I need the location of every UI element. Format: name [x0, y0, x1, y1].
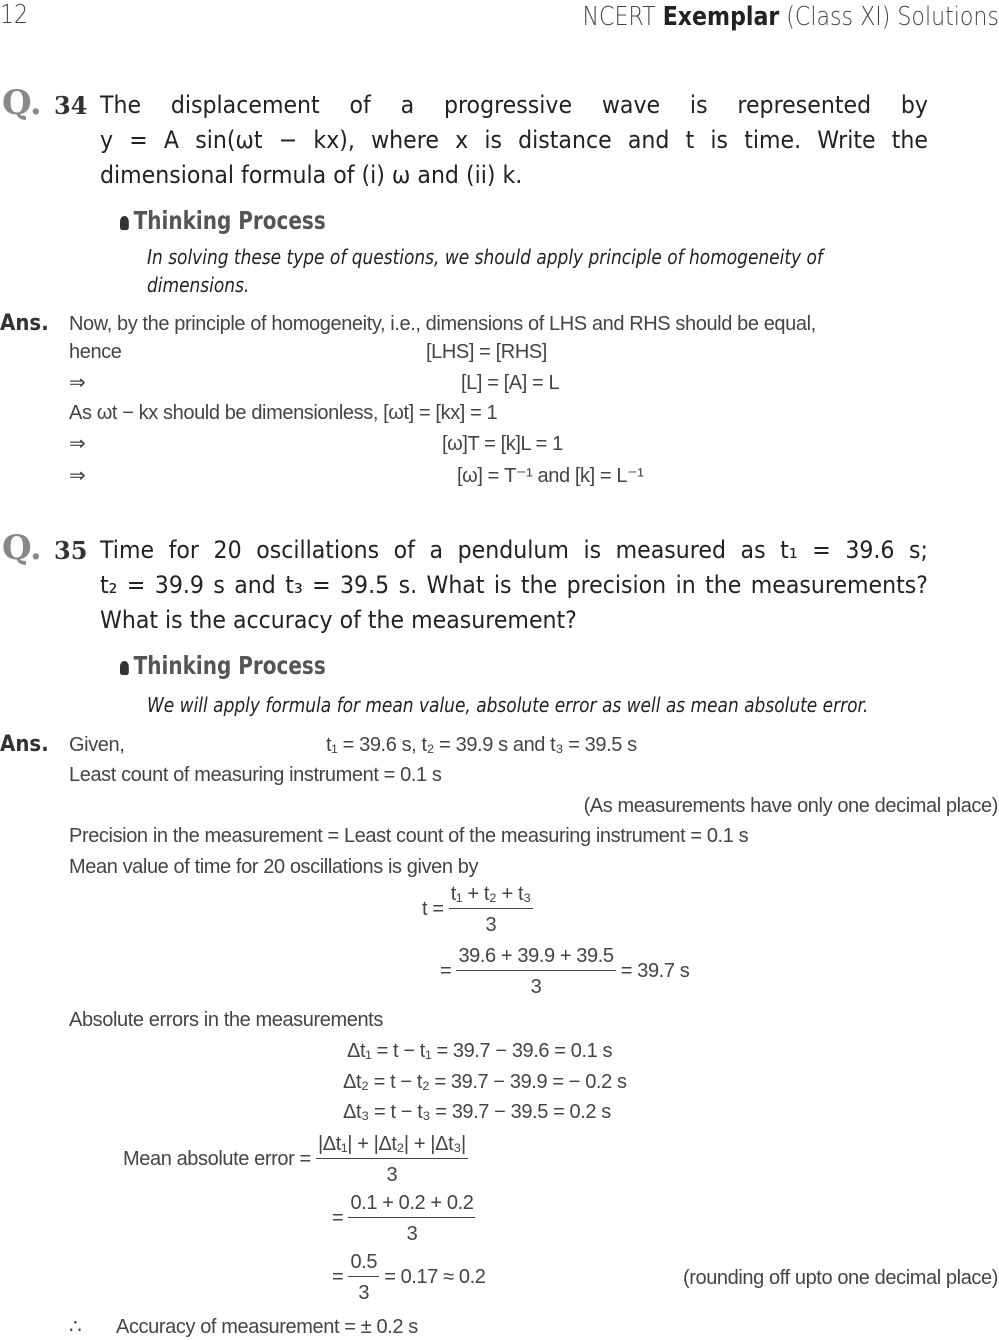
- thinking-text: In solving these type of questions, we should apply principle of homogeneity of: [147, 245, 823, 269]
- mean-formula: [422, 884, 533, 935]
- implies-icon: ⇒: [69, 465, 86, 487]
- bulb-icon: [120, 661, 129, 675]
- question-marker: Q.: [2, 83, 42, 123]
- lhs: Mean absolute error =: [123, 1147, 311, 1170]
- numerator: t₁ + t₂ + t₃: [449, 884, 533, 909]
- fraction: [316, 1134, 468, 1185]
- equals: =: [440, 959, 452, 982]
- answer-line: Now, by the principle of homogeneity, i.e., dimensions of LHS and RHS should be equal,: [69, 313, 816, 335]
- answer-label: Ans.: [0, 732, 49, 757]
- fraction: [348, 1252, 379, 1303]
- answer-line: Precision in the measurement = Least count of the measuring instrument = 0.1 s: [69, 825, 749, 847]
- question-line: Time for 20 oscillations of a pendulum is measured as t₁ = 39.6 s;: [100, 536, 928, 564]
- fraction: [456, 946, 615, 997]
- header-suffix: (Class XI) Solutions: [786, 2, 999, 32]
- numerator: 0.1 + 0.2 + 0.2: [348, 1193, 475, 1218]
- equation: Δt₃ = t − t₃ = 39.7 − 39.5 = 0.2 s: [343, 1101, 611, 1123]
- question-number: 35: [54, 536, 88, 565]
- note: (As measurements have only one decimal place): [583, 795, 998, 817]
- therefore-icon: ∴: [69, 1316, 82, 1338]
- numerator: |Δt₁| + |Δt₂| + |Δt₃|: [316, 1134, 468, 1159]
- page-number: 12: [0, 0, 29, 30]
- answer-line: Accuracy of measurement = ± 0.2 s: [116, 1316, 418, 1338]
- equation: Δt₂ = t − t₂ = 39.7 − 39.9 = − 0.2 s: [343, 1071, 627, 1093]
- question-line: The displacement of a progressive wave is represented by: [100, 91, 928, 119]
- equals: =: [332, 1265, 344, 1288]
- question-line: What is the accuracy of the measurement?: [100, 606, 577, 634]
- answer-line: Given,: [69, 734, 125, 756]
- thinking-process-heading: [120, 653, 326, 678]
- denominator: 3: [406, 1223, 418, 1245]
- implies-icon: ⇒: [69, 372, 86, 394]
- question-line: t₂ = 39.9 s and t₃ = 39.5 s. What is the precision in the measurements?: [100, 571, 928, 599]
- denominator: 3: [530, 976, 542, 998]
- answer-line: Least count of measuring instrument = 0.1 s: [69, 764, 442, 786]
- answer-line: As ωt − kx should be dimensionless, [ωt] = [kx] = 1: [69, 402, 498, 424]
- denominator: 3: [485, 914, 497, 936]
- numerator: 39.6 + 39.9 + 39.5: [456, 946, 615, 971]
- running-header: [583, 4, 999, 30]
- numerator: 0.5: [348, 1252, 379, 1277]
- equation: Δt₁ = t − t₁ = 39.7 − 39.6 = 0.1 s: [347, 1040, 613, 1062]
- denominator: 3: [386, 1164, 398, 1186]
- equation: [ω] = T⁻¹ and [k] = L⁻¹: [457, 465, 644, 487]
- equation: [ω]T = [k]L = 1: [442, 433, 563, 455]
- mean-absolute-error: [123, 1134, 468, 1185]
- question-number: 34: [54, 91, 88, 120]
- question-line: dimensional formula of (i) ω and (ii) k.: [100, 161, 523, 189]
- answer-line: hence: [69, 341, 122, 363]
- thinking-title: Thinking Process: [133, 206, 326, 235]
- implies-icon: ⇒: [69, 433, 86, 455]
- header-prefix: NCERT: [582, 2, 656, 32]
- equation: t₁ = 39.6 s, t₂ = 39.9 s and t₃ = 39.5 s: [326, 734, 637, 756]
- fraction: [449, 884, 533, 935]
- thinking-process-heading: [120, 208, 326, 233]
- answer-line: Mean value of time for 20 oscillations is given by: [69, 856, 479, 878]
- fraction: [348, 1193, 475, 1244]
- thinking-title: Thinking Process: [133, 651, 326, 680]
- lhs: t =: [422, 897, 444, 920]
- question-line: y = A sin(ωt − kx), where x is distance and t is time. Write the: [100, 126, 928, 154]
- equation: [LHS] = [RHS]: [426, 341, 547, 363]
- answer-label: Ans.: [0, 311, 49, 336]
- result: = 0.17 ≈ 0.2: [384, 1265, 486, 1288]
- equals: =: [332, 1206, 344, 1229]
- result: = 39.7 s: [620, 959, 690, 982]
- thinking-text: dimensions.: [147, 273, 250, 297]
- header-bold: Exemplar: [662, 2, 780, 32]
- mae-result: [332, 1252, 486, 1303]
- equation: [L] = [A] = L: [461, 372, 560, 394]
- mae-step: [332, 1193, 475, 1244]
- note: (rounding off upto one decimal place): [682, 1267, 998, 1289]
- answer-line: Absolute errors in the measurements: [69, 1009, 383, 1031]
- mean-value: [440, 946, 689, 997]
- denominator: 3: [358, 1282, 370, 1304]
- question-marker: Q.: [2, 528, 42, 568]
- bulb-icon: [120, 216, 129, 230]
- thinking-text: We will apply formula for mean value, absolute error as well as mean absolute error.: [147, 693, 869, 717]
